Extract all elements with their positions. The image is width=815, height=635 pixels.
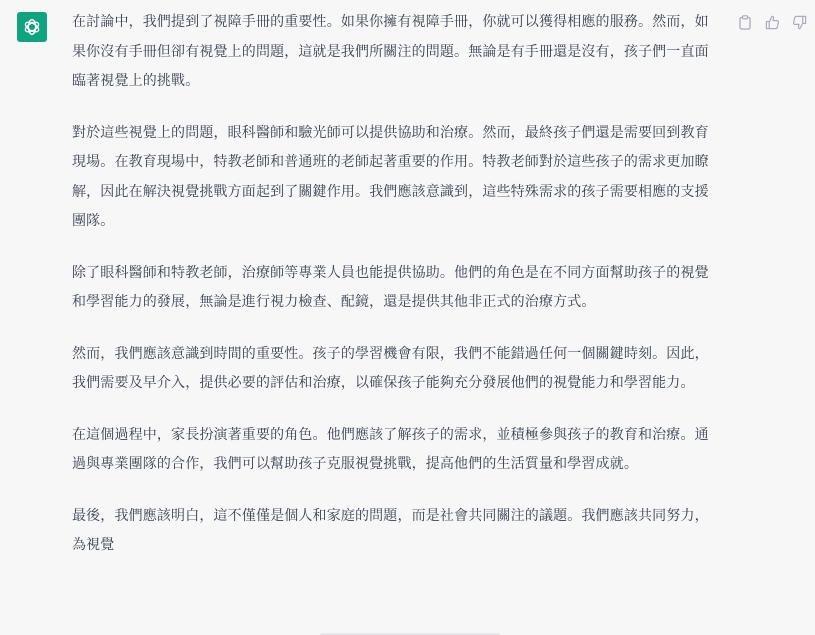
avatar	[17, 12, 47, 42]
thumbs-down-icon	[792, 15, 807, 30]
message-paragraph: 在討論中，我們提到了視障手冊的重要性。如果你擁有視障手冊，你就可以獲得相應的服務。然而，如果你沒有手冊但卻有視覺上的問題，這就是我們所關注的問題。無論是有手冊還是沒有，孩子們一直面臨著視覺上的挑戰。	[72, 14, 709, 89]
copy-button[interactable]	[737, 14, 753, 30]
message-actions	[737, 14, 807, 30]
message-paragraph: 然而，我們應該意識到時間的重要性。孩子的學習機會有限，我們不能錯過任何一個關鍵時刻。因此，我們需要及早介入，提供必要的評估和治療，以確保孩子能夠充分發展他們的視覺能力和學習能力。	[72, 345, 709, 391]
thumbs-down-button[interactable]	[791, 14, 807, 30]
message-paragraph: 除了眼科醫師和特教老師，治療師等專業人員也能提供協助。他們的角色是在不同方面幫助孩子的視覺和學習能力的發展，無論是進行視力檢查、配鏡，還是提供其他非正式的治療方式。	[72, 264, 709, 310]
message-paragraph: 最後，我們應該明白，這不僅僅是個人和家庭的問題，而是社會共同關注的議題。我們應該共同努力，為視覺	[72, 507, 709, 553]
thumbs-up-button[interactable]	[764, 14, 780, 30]
bottom-fade	[0, 599, 815, 635]
message-content	[72, 8, 722, 583]
thumbs-up-icon	[765, 15, 780, 30]
message-paragraph: 對於這些視覺上的問題，眼科醫師和驗光師可以提供協助和治療。然而，最終孩子們還是需要回到教育現場。在教育現場中，特教老師和普通班的老師起著重要的作用。特教老師對於這些孩子的需求更加瞭解，因此在解決視覺挑戰方面起到了關鍵作用。我們應該意識到，這些特殊需求的孩子需要相應的支援團隊。	[72, 124, 709, 229]
openai-logo-icon	[21, 16, 43, 38]
message-paragraph: 在這個過程中，家長扮演著重要的角色。他們應該了解孩子的需求，並積極參與孩子的教育和治療。通過與專業團隊的合作，我們可以幫助孩子克服視覺挑戰，提高他們的生活質量和學習成就。	[72, 426, 709, 472]
copy-icon	[738, 15, 752, 30]
